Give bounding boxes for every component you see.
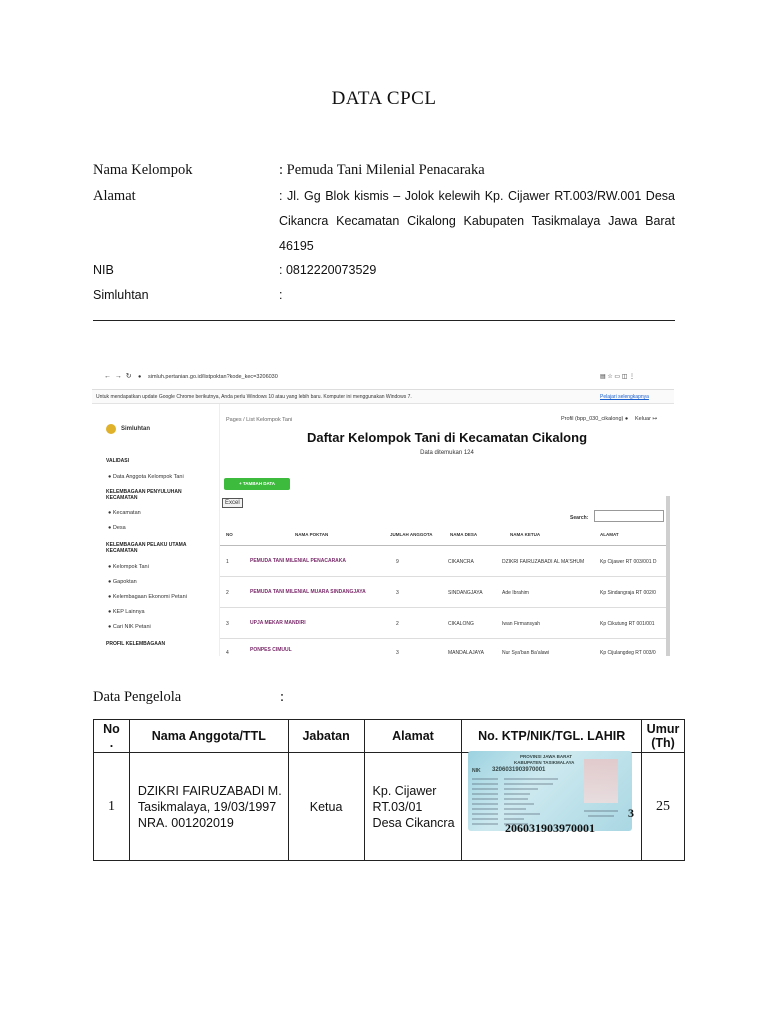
col-ketua: NAMA KETUA — [510, 532, 541, 537]
nama-kelompok-value: : Pemuda Tani Milenial Penacaraka — [279, 162, 485, 178]
list-row — [220, 546, 668, 577]
search-label: Search: — [570, 515, 589, 521]
sidebar-item-label: Data Anggota Kelompok Tani — [112, 474, 184, 480]
browser-address-bar — [92, 366, 674, 390]
notice-link: Pelajari selengkapnya — [600, 394, 649, 400]
profile-text: Profil (bpp_030_cikalong) — [561, 416, 624, 422]
sidebar-item-label: Kelompok Tani — [112, 564, 149, 570]
sidebar-heading-pelaku-2: KECAMATAN — [106, 548, 138, 554]
field-nama-kelompok — [93, 162, 675, 182]
row-poktan: UPJA MEKAR MANDIRI — [250, 620, 306, 626]
found-count: Data ditemukan 124 — [420, 450, 474, 456]
ktp-province: PROVINSI JAWA BARAT — [520, 754, 573, 759]
alamat-cell-line1: Kp. Cijawer — [372, 783, 437, 798]
row-desa: CIKANCRA — [448, 559, 474, 565]
th-ktp: No. KTP/NIK/TGL. LAHIR — [462, 720, 642, 753]
simluhtan-label: Simluhtan — [93, 288, 149, 302]
row-desa: MANDALAJAYA — [448, 650, 484, 656]
pengelola-colon: : — [280, 689, 285, 705]
users-icon: ● — [108, 609, 113, 615]
sidebar-item-kep-lainnya — [108, 609, 145, 615]
row-poktan: PEMUDA TANI MILENIAL MUARA SINDANGJAYA — [250, 589, 366, 595]
ktp-card-image — [468, 751, 632, 831]
sidebar-heading-penyuluhan-2: KECAMATAN — [106, 495, 138, 501]
update-notice — [92, 390, 674, 404]
row-alamat: Kp Sindangraja RT 002/0 — [600, 590, 656, 596]
excel-button: Excel — [222, 498, 243, 508]
nama-line1: DZIKRI FAIRUZABADI M. — [137, 783, 282, 798]
sidebar-item-label: KEP Lainnya — [112, 609, 145, 615]
col-jumlah: JUMLAH ANGGOTA — [390, 532, 433, 537]
row-poktan: PONPES CIMUUL — [250, 647, 292, 653]
cell-umur: 25 — [642, 753, 685, 861]
logout-icon: ↦ — [652, 416, 658, 422]
alamat-line-2: Cikancra Kecamatan Cikalong Kabupaten Tasikmalaya Jawa Barat — [279, 214, 675, 228]
th-no — [94, 720, 130, 753]
row-jumlah: 3 — [396, 590, 399, 596]
row-jumlah: 2 — [396, 621, 399, 627]
sidebar-item-cari-nik — [108, 624, 151, 630]
field-simluhtan — [93, 287, 675, 307]
th-alamat: Alamat — [364, 720, 462, 753]
users-icon: ● — [108, 579, 113, 585]
ktp-nik-label: NIK — [472, 768, 481, 774]
breadcrumb: Pages / List Kelompok Tani — [226, 417, 293, 423]
alamat-cell-line3: Desa Cikancra — [372, 815, 455, 830]
users-icon: ● — [108, 594, 113, 600]
list-row — [220, 608, 668, 639]
th-umur-line2: (Th) — [651, 736, 675, 750]
nama-kelompok-label: Nama Kelompok — [93, 162, 193, 178]
alamat-label: Alamat — [93, 188, 136, 204]
sidebar-heading-pelaku: KELEMBAGAAN PELAKU UTAMA — [106, 542, 187, 548]
add-data-button: + TAMBAH DATA — [224, 478, 290, 490]
search-input — [594, 510, 664, 522]
notice-text: Untuk mendapatkan update Google Chrome berikutnya, Anda perlu Windows 10 atau yang lebih baru. Komputer ini menggunakan Windows 7. — [96, 394, 412, 400]
th-umur — [642, 720, 685, 753]
nib-value: : 0812220073529 — [279, 263, 377, 277]
row-ketua: Nur Sya'ban Ba'alawi — [502, 650, 550, 656]
main-content — [220, 404, 674, 656]
sidebar-item-label: Kelembagaan Ekonomi Petani — [112, 594, 187, 600]
list-row — [220, 639, 668, 656]
nib-label: NIB — [93, 263, 114, 277]
col-alamat: ALAMAT — [600, 532, 619, 537]
lock-icon: ● — [138, 374, 142, 380]
ktp-photo — [584, 759, 618, 803]
user-icon: ● — [624, 416, 629, 422]
sidebar-item-label: Kecamatan — [112, 510, 141, 516]
brand-name: Simluhtan — [121, 426, 151, 432]
simluhtan-value: : — [279, 288, 283, 302]
sidebar-heading-penyuluhan: KELEMBAGAAN PENYULUHAN — [106, 489, 182, 495]
list-heading: Daftar Kelompok Tani di Kecamatan Cikalong — [306, 430, 588, 445]
sidebar-item-label: Desa — [112, 525, 126, 531]
sidebar-item-data-anggota — [108, 474, 184, 480]
row-no: 3 — [226, 621, 229, 627]
row-alamat: Kp Cijawer RT 003/001 D — [600, 559, 657, 565]
logo-icon — [106, 424, 116, 434]
sidebar-heading-profil: PROFIL KELEMBAGAAN — [106, 641, 166, 647]
row-jumlah: 3 — [396, 650, 399, 656]
logout-text: Keluar — [635, 416, 651, 422]
row-alamat: Kp Cijulangdeg RT 003/0 — [600, 650, 656, 656]
sidebar-item-kelompok-tani — [108, 564, 149, 570]
page-title: DATA CPCL — [331, 88, 437, 109]
th-jabatan: Jabatan — [288, 720, 364, 753]
users-icon: ● — [108, 474, 113, 480]
users-icon: ● — [108, 624, 113, 630]
nama-line3: NRA. 001202019 — [137, 815, 234, 830]
field-alamat — [93, 188, 675, 260]
row-desa: CIKALONG — [448, 621, 474, 627]
alamat-line-3: 46195 — [279, 239, 314, 253]
divider — [93, 320, 675, 321]
sidebar-heading-validasi: VALIDASI — [106, 458, 129, 464]
users-icon: ● — [108, 564, 113, 570]
simluhtan-screenshot — [92, 366, 674, 656]
col-no: NO — [226, 532, 233, 537]
ktp-kabupaten: KABUPATEN TASIKMALAYA — [514, 760, 575, 765]
ktp-nik-print: 3206031903970001 — [492, 767, 546, 773]
sidebar — [92, 404, 220, 656]
ktp-number: 206031903970001 — [505, 821, 595, 835]
row-ketua: Iwan Firmansyah — [502, 621, 541, 627]
cell-alamat — [364, 753, 462, 861]
profile-link — [561, 416, 628, 422]
row-ketua: Ade Ibrahim — [502, 590, 529, 596]
row-desa: SINDANGJAYA — [448, 590, 483, 596]
th-umur-line1: Umur — [646, 722, 680, 736]
ktp-suffix: 3 — [628, 806, 634, 820]
cell-jabatan: Ketua — [288, 753, 364, 861]
list-row — [220, 577, 668, 608]
sidebar-item-gapoktan — [108, 579, 137, 585]
row-no: 1 — [226, 559, 229, 565]
th-nama: Nama Anggota/TTL — [129, 720, 288, 753]
row-jumlah: 9 — [396, 559, 399, 565]
cell-nama — [129, 753, 288, 861]
row-alamat: Kp Cikutung RT 001/001 — [600, 621, 655, 627]
sidebar-item-kelembagaan-ekonomi — [108, 594, 187, 600]
users-icon: ● — [108, 510, 113, 516]
field-nib — [93, 262, 675, 282]
browser-toolbar-icons: ▤ ☆ ▭ ◫ ⋮ — [600, 374, 636, 380]
sidebar-item-label: Gapoktan — [112, 579, 137, 585]
row-no: 4 — [226, 650, 229, 656]
th-no-line1: No — [103, 722, 120, 736]
row-poktan: PEMUDA TANI MILENIAL PENACARAKA — [250, 558, 347, 564]
sidebar-item-label: Cari NIK Petani — [112, 624, 151, 630]
users-icon: ● — [108, 525, 113, 531]
nav-icons: ← → ↻ — [104, 373, 132, 380]
url-text: simluh.pertanian.go.id/listpoktan?kode_kec=3206030 — [148, 374, 278, 380]
cell-no: 1 — [94, 753, 130, 861]
sidebar-item-desa — [108, 525, 126, 531]
scrollbar — [666, 496, 670, 656]
col-desa: NAMA DESA — [450, 532, 478, 537]
alamat-cell-line2: RT.03/01 — [372, 799, 423, 814]
alamat-line-1: : Jl. Gg Blok kismis – Jolok kelewih Kp. Cijawer RT.003/RW.001 Desa — [279, 189, 675, 203]
pengelola-label: Data Pengelola — [93, 689, 182, 705]
sidebar-item-kecamatan — [108, 510, 141, 516]
col-nama-poktan: NAMA POKTAN — [295, 532, 329, 537]
nama-line2: Tasikmalaya, 19/03/1997 — [137, 799, 277, 814]
row-no: 2 — [226, 590, 229, 596]
row-ketua: DZIKRI FAIRUZABADI AL MA'SHUM — [502, 559, 585, 565]
list-header-row — [220, 524, 668, 546]
logout-link — [635, 416, 657, 422]
th-no-line2: . — [109, 736, 114, 750]
table-header-row — [94, 720, 685, 753]
